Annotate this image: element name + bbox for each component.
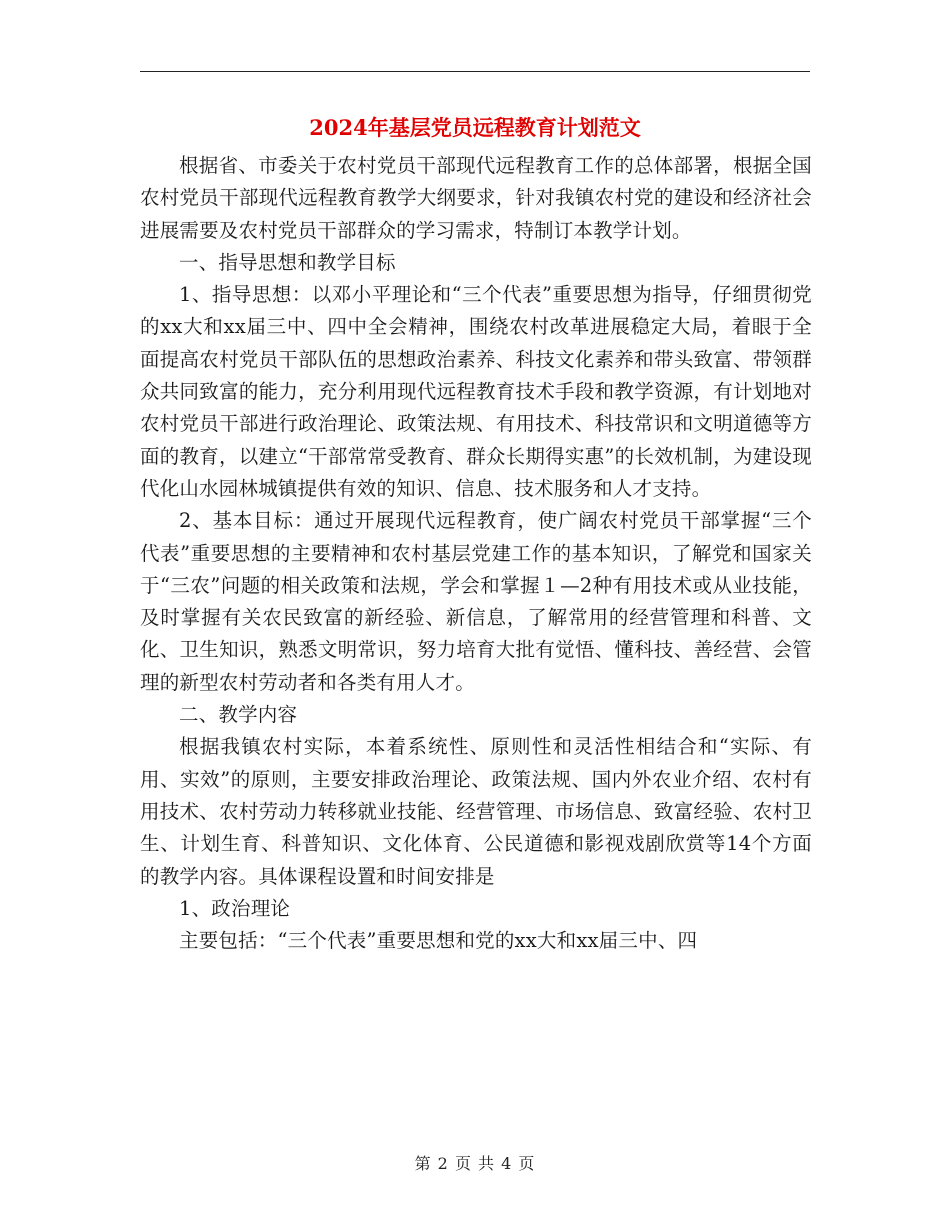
paragraph-teaching-content: 根据我镇农村实际，本着系统性、原则性和灵活性相结合和“实际、有用、实效”的原则，主要安排政治理论、政策法规、国内外农业介绍、农村有用技术、农村劳动力转移就业技能、经营管理、市场信息、致富经验、农村卫生、计划生育、科普知识、文化体育、公民道德和影视戏剧欣赏等14个方面的教学内容。具体课程设置和时间安排是 — [140, 735, 812, 888]
document-body — [140, 150, 812, 957]
paragraph-political-theory: 主要包括：“三个代表”重要思想和党的xx大和xx届三中、四 — [179, 929, 698, 953]
page-footer: 第 2 页 共 4 页 — [414, 1154, 536, 1173]
heading-teaching-content: 二、教学内容 — [179, 703, 298, 727]
heading-guiding-ideology: 一、指导思想和教学目标 — [179, 250, 396, 274]
header-rule — [140, 71, 810, 72]
paragraph-guiding-ideology: 1、指导思想：以邓小平理论和“三个代表”重要思想为指导，仔细贯彻党的xx大和xx届三中、四中全会精神，围绕农村改革进展稳定大局，着眼于全面提高农村党员干部队伍的思想政治素养、科技文化素养和带头致富、带领群众共同致富的能力，充分利用现代远程教育技术手段和教学资源，有计划地对农村党员干部进行政治理论、政策法规、有用技术、科技常识和文明道德等方面的教育，以建立“干部常常受教育、群众长期得实惠”的长效机制，为建设现代化山水园林城镇提供有效的知识、信息、技术服务和人才支持。 — [140, 283, 812, 500]
heading-political-theory: 1、政治理论 — [179, 896, 291, 920]
paragraph-intro: 根据省、市委关于农村党员干部现代远程教育工作的总体部署，根据全国农村党员干部现代远程教育教学大纲要求，针对我镇农村党的建设和经济社会进展需要及农村党员干部群众的学习需求，特制订本教学计划。 — [140, 154, 812, 242]
document-title: 2024年基层党员远程教育计划范文 — [309, 115, 641, 140]
paragraph-basic-goals: 2、基本目标：通过开展现代远程教育，使广阔农村党员干部掌握“三个代表”重要思想的主要精神和农村基层党建工作的基本知识，了解党和国家关于“三农”问题的相关政策和法规，学会和掌握１—2种有用技术或从业技能，及时掌握有关农民致富的新经验、新信息，了解常用的经营管理和科普、文化、卫生知识，熟悉文明常识，努力培育大批有觉悟、懂科技、善经营、会管理的新型农村劳动者和各类有用人才。 — [140, 509, 812, 694]
